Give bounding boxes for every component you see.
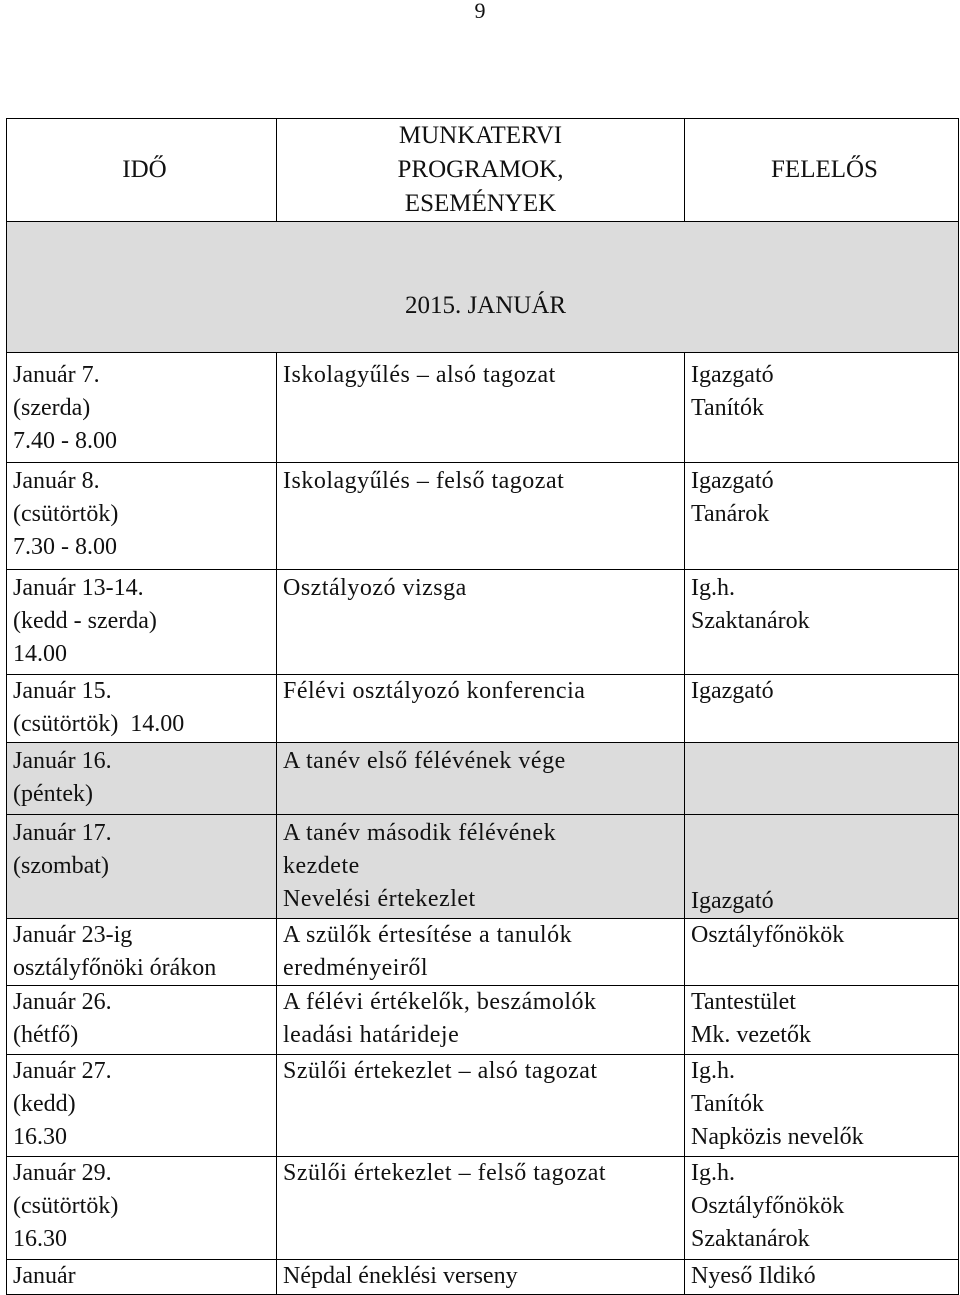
table-row (7, 743, 959, 815)
responsible-cell: Igazgató Tanítók (685, 353, 959, 463)
page-number: 9 (474, 0, 486, 23)
program-cell: A félévi értékelők, beszámolók leadási határideje (277, 986, 685, 1055)
table-row (7, 815, 959, 919)
time-cell: Január 23-ig osztályfőnöki órákon (7, 919, 277, 986)
program-cell: Szülői értekezlet – felső tagozat (277, 1157, 685, 1260)
table-row (7, 986, 959, 1055)
header-time: IDŐ (7, 119, 277, 222)
responsible-cell: Igazgató (685, 675, 959, 743)
time-cell: Január 27. (kedd) 16.30 (7, 1055, 277, 1157)
program-cell: Iskolagyűlés – felső tagozat (277, 463, 685, 570)
time-cell: Január 15. (csütörtök) 14.00 (7, 675, 277, 743)
program-cell: Félévi osztályozó konferencia (277, 675, 685, 743)
program-cell: Osztályozó vizsga (277, 570, 685, 675)
time-cell: Január (7, 1260, 277, 1295)
responsible-cell: Osztályfőnökök (685, 919, 959, 986)
time-cell: Január 13-14. (kedd - szerda) 14.00 (7, 570, 277, 675)
header-responsible: FELELŐS (685, 119, 959, 222)
time-cell: Január 7. (szerda) 7.40 - 8.00 (7, 353, 277, 463)
responsible-cell: Nyeső Ildikó (685, 1260, 959, 1295)
table-row (7, 919, 959, 986)
program-cell: Iskolagyűlés – alsó tagozat (277, 353, 685, 463)
responsible-cell (685, 743, 959, 815)
month-row (7, 222, 959, 353)
time-cell: Január 8. (csütörtök) 7.30 - 8.00 (7, 463, 277, 570)
responsible-cell: Igazgató (685, 815, 959, 919)
table-row (7, 1157, 959, 1260)
program-cell: A tanév első félévének vége (277, 743, 685, 815)
responsible-cell: Igazgató Tanárok (685, 463, 959, 570)
table-row (7, 463, 959, 570)
time-cell: Január 26. (hétfő) (7, 986, 277, 1055)
time-cell: Január 17. (szombat) (7, 815, 277, 919)
responsible-cell: Ig.h. Osztályfőnökök Szaktanárok (685, 1157, 959, 1260)
program-cell: Népdal éneklési verseny (277, 1260, 685, 1295)
work-plan-table (6, 118, 959, 1295)
time-cell: Január 29. (csütörtök) 16.30 (7, 1157, 277, 1260)
table-row (7, 675, 959, 743)
program-cell: Szülői értekezlet – alsó tagozat (277, 1055, 685, 1157)
header-programs: MUNKATERVI PROGRAMOK, ESEMÉNYEK (277, 119, 685, 222)
table-row (7, 570, 959, 675)
table-row (7, 1260, 959, 1295)
table-row (7, 1055, 959, 1157)
responsible-cell: Tantestület Mk. vezetők (685, 986, 959, 1055)
responsible-cell: Ig.h. Tanítók Napközis nevelők (685, 1055, 959, 1157)
table-header-row (7, 119, 959, 222)
responsible-cell: Ig.h. Szaktanárok (685, 570, 959, 675)
time-cell: Január 16. (péntek) (7, 743, 277, 815)
table-row (7, 353, 959, 463)
program-cell: A tanév második félévének kezdete Nevelési értekezlet (277, 815, 685, 919)
program-cell: A szülők értesítése a tanulók eredményeiről (277, 919, 685, 986)
month-title: 2015. JANUÁR (7, 222, 959, 353)
